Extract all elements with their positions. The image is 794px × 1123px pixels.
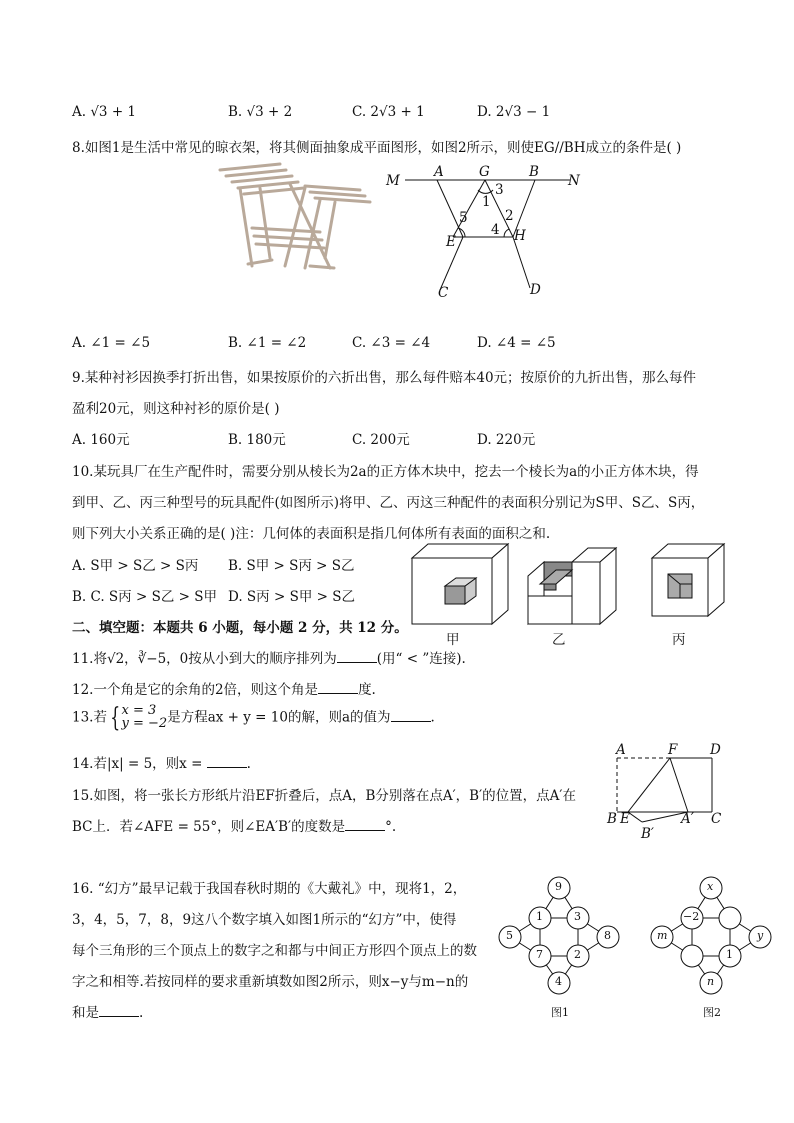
q11-stem: 11.将√2，∛−5，0按从小到大的顺序排列为 (用“ < ”连接). xyxy=(72,651,466,667)
cube-label-yi: 乙 xyxy=(552,632,566,648)
fold-label-A: A xyxy=(616,742,626,758)
q15-stem-line1: 15.如图，将一张长方形纸片沿EF折叠后，点A，B分别落在点A′，B′的位置，点A′在 xyxy=(72,788,576,804)
label-N: N xyxy=(568,173,580,189)
q7-option-d: D. 2√3 − 1 xyxy=(477,104,551,120)
q8-option-a: A. ∠1 = ∠5 xyxy=(72,335,151,351)
label-angle-5: 5 xyxy=(459,210,468,226)
q8-option-c: C. ∠3 = ∠4 xyxy=(352,335,431,351)
label-D: D xyxy=(530,282,541,298)
fig1-node-4: 4 xyxy=(555,975,562,988)
label-M: M xyxy=(386,173,400,189)
q9-option-d: D. 220元 xyxy=(477,432,536,448)
q10-option-a: A. S甲 > S乙 > S丙 xyxy=(72,558,199,574)
fig2-node-1: 1 xyxy=(726,948,733,961)
label-A: A xyxy=(434,164,444,180)
q14-stem: 14.若|x| = 5，则x = . xyxy=(72,756,251,772)
fold-label-B-prime: B′ xyxy=(641,826,654,842)
label-angle-1: 1 xyxy=(482,194,491,210)
drying-rack-image xyxy=(210,158,375,278)
q16-stem-line3: 每个三角形的三个顶点上的数字之和都与中间正方形四个顶点上的数 xyxy=(72,943,477,959)
q10-option-b: B. S甲 > S丙 > S乙 xyxy=(228,558,355,574)
q8-option-d: D. ∠4 = ∠5 xyxy=(477,335,556,351)
q16-stem-line5: 和是 . xyxy=(72,1005,144,1021)
label-G: G xyxy=(479,164,490,180)
q10-option-d: D. S丙 > S甲 > S乙 xyxy=(228,589,355,605)
q16-stem-line4: 字之和相等.若按同样的要求重新填数如图2所示，则x−y与m−n的 xyxy=(72,974,469,990)
q10-stem-line2: 到甲、乙、丙三种型号的玩具配件(如图所示)将甲、乙、丙这三种配件的表面积分别记为S甲、S乙、S丙， xyxy=(72,495,705,511)
q7-option-c: C. 2√3 + 1 xyxy=(352,104,425,120)
q8-stem: 8.如图1是生活中常见的晾衣架，将其侧面抽象成平面图形，如图2所示，则使EG//BH成立的条件是( ) xyxy=(72,140,682,156)
fig1-node-7: 7 xyxy=(536,948,543,961)
fig2-node-m: m xyxy=(657,929,668,942)
fig2-node-y: y xyxy=(757,929,764,942)
fig1-node-8: 8 xyxy=(604,929,611,942)
label-angle-2: 2 xyxy=(505,208,514,224)
fig2-node-x: x xyxy=(707,880,714,893)
q10-stem-line1: 10.某玩具厂在生产配件时，需要分别从棱长为2a的正方体木块中，挖去一个棱长为a的小正方体木块，得 xyxy=(72,464,699,480)
fig1-node-1: 1 xyxy=(536,910,543,923)
q16-stem-line1: 16. “幻方”最早记载于我国春秋时期的《大戴礼》中，现将1，2， xyxy=(72,881,467,897)
q9-stem-line2: 盈利20元，则这种衬衫的原价是( ) xyxy=(72,401,280,417)
fig2-caption: 图2 xyxy=(703,1006,721,1019)
label-B: B xyxy=(529,164,539,180)
fig1-node-2: 2 xyxy=(574,948,581,961)
q7-option-b: B. √3 + 2 xyxy=(228,104,293,120)
fold-label-F: F xyxy=(668,742,678,758)
label-H: H xyxy=(514,228,526,244)
q13-stem: 13.若 {x = 3 y = −2是方程ax + y = 10的解，则a的值为 . xyxy=(72,703,435,733)
q9-stem-line1: 9.某种衬衫因换季打折出售，如果按原价的六折出售，那么每件赔本40元；按原价的九折出售，那么每件 xyxy=(72,370,697,386)
q12-stem: 12.一个角是它的余角的2倍，则这个角是 度. xyxy=(72,682,376,698)
cube-label-jia: 甲 xyxy=(446,632,460,648)
q8-geometry-figure xyxy=(385,162,585,297)
q15-stem-line2: BC上．若∠AFE = 55°，则∠EA′B′的度数是 °. xyxy=(72,819,397,835)
q9-option-b: B. 180元 xyxy=(228,432,286,448)
fig1-caption: 图1 xyxy=(551,1006,569,1019)
q16-stem-line2: 3，4，5，7，8，9这八个数字填入如图1所示的“幻方”中，使得 xyxy=(72,912,457,928)
fold-label-E: E xyxy=(620,811,630,827)
fig1-node-3: 3 xyxy=(574,910,581,923)
label-E: E xyxy=(446,234,456,250)
q10-stem-line3: 则下列大小关系正确的是( )注：几何体的表面积是指几何体所有表面的面积之和. xyxy=(72,526,551,542)
fold-label-A-prime: A′ xyxy=(681,811,694,827)
fold-label-D: D xyxy=(710,742,721,758)
q9-option-c: C. 200元 xyxy=(352,432,410,448)
q10-cube-figures xyxy=(410,540,740,630)
q8-option-b: B. ∠1 = ∠2 xyxy=(228,335,307,351)
label-angle-3: 3 xyxy=(495,182,504,198)
q7-option-a: A. √3 + 1 xyxy=(72,104,137,120)
fold-label-C: C xyxy=(711,811,722,827)
q9-option-a: A. 160元 xyxy=(72,432,130,448)
fig2-node-n: n xyxy=(707,975,715,988)
label-C: C xyxy=(438,285,449,301)
label-angle-4: 4 xyxy=(491,222,500,238)
fig1-node-5: 5 xyxy=(506,929,513,942)
fold-label-B: B xyxy=(607,811,617,827)
section2-title: 二、填空题：本题共 6 小题，每小题 2 分，共 12 分。 xyxy=(72,620,408,636)
fig2-node-neg2: −2 xyxy=(683,910,700,923)
fig1-node-9: 9 xyxy=(555,880,562,893)
cube-label-bing: 丙 xyxy=(672,632,686,648)
q10-option-c: B. C. S丙 > S乙 > S甲 xyxy=(72,589,217,605)
